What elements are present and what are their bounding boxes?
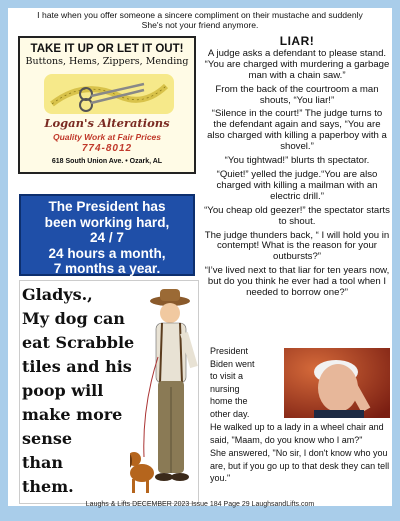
gladys-line-6: make more [22, 405, 123, 424]
gladys-cartoon [19, 280, 199, 504]
gladys-line-9: them. [22, 477, 74, 496]
president-line-3: 24 / 7 [89, 230, 124, 245]
president-joke-box [19, 194, 195, 276]
liar-paragraph: “Silence in the court!” The judge turns to the defendant again and says, “You are also charged with killing a paperboy with a shovel.” [207, 108, 387, 153]
top-quote-line-2: She's not your friend anymore. [141, 20, 259, 30]
page [8, 8, 392, 506]
gladys-line-7: sense [22, 429, 73, 448]
ad-business-name: Logan's Alterations [44, 116, 170, 130]
gladys-line-3: eat Scrabble [22, 333, 135, 352]
liar-title: LIAR! [279, 34, 315, 48]
biden-intro-line: President [210, 346, 249, 356]
ad-services: Buttons, Hems, Zippers, Mending [25, 56, 189, 67]
old-man-with-dog-illustration [130, 287, 200, 501]
biden-story [210, 421, 390, 486]
biden-intro-line: nursing [210, 383, 240, 394]
biden-photo [284, 348, 390, 418]
president-line-4: 24 hours a month, [48, 245, 166, 261]
top-quote [8, 10, 392, 30]
liar-joke [204, 36, 390, 302]
liar-paragraph: A judge asks a defendant to please stand. “You are charged with murdering a garbage man with a chain saw.” [204, 47, 390, 81]
ad-address: 618 South Union Ave. • Ozark, AL [51, 158, 163, 165]
liar-paragraph: “You cheap old geezer!” the spectator starts to shout. [204, 204, 390, 227]
gladys-line-4: tiles and his [22, 357, 132, 376]
liar-paragraph: The judge thunders back, “ I will hold you in contempt! What is the reason for your outbursts?” [204, 229, 390, 263]
biden-paragraph-1: He walked up to a lady in a wheel chair and said, "Maam, do you know who I am?" [210, 422, 384, 445]
page-footer: Laughs & Lifts DECEMBER 2023 Issue 184 Page 29 LaughsandLifts.com [85, 501, 315, 508]
biden-intro [210, 345, 282, 420]
top-quote-line-1: I hate when you offer someone a sincere compliment on their mustache and suddenly [37, 10, 363, 20]
gladys-line-2: My dog can [22, 309, 125, 328]
gladys-line-5: poop will [22, 381, 104, 400]
liar-paragraph: “Quiet!” yelled the judge.“You are also charged with killing a mailman with an electric drill.” [216, 168, 378, 202]
gladys-line-1: Gladys., [22, 285, 93, 304]
ad-headline: TAKE IT UP OR LET IT OUT! [30, 43, 184, 55]
liar-paragraph: “You tightwad!” blurts th spectator. [224, 155, 370, 167]
president-line-5: 7 months a year. [53, 261, 161, 276]
biden-intro-line: other day. [210, 408, 250, 419]
liar-paragraph: From the back of the courtroom a man shouts, “You liar!” [215, 83, 379, 106]
gladys-line-8: than [22, 453, 64, 472]
biden-intro-line: to visit a [210, 371, 244, 381]
liar-paragraph: “I’ve lived next to that liar for ten years now, but do you think he ever had a tool when I needed to borrow one?” [204, 265, 390, 299]
president-line-2: been working hard, [44, 214, 170, 230]
biden-intro-line: Biden went [210, 358, 255, 369]
president-line-1: The President has [48, 199, 166, 214]
biden-paragraph-2: She answered, "No sir, I don't know who you are, but if you go up to that desk they can tell you." [210, 448, 390, 483]
biden-intro-line: home the [210, 396, 248, 406]
ad-tagline: Quality Work at Fair Prices [52, 132, 162, 142]
alterations-ad [18, 36, 196, 174]
scissors-tape-illustration [44, 74, 174, 114]
ad-phone: 774-8012 [81, 143, 133, 154]
